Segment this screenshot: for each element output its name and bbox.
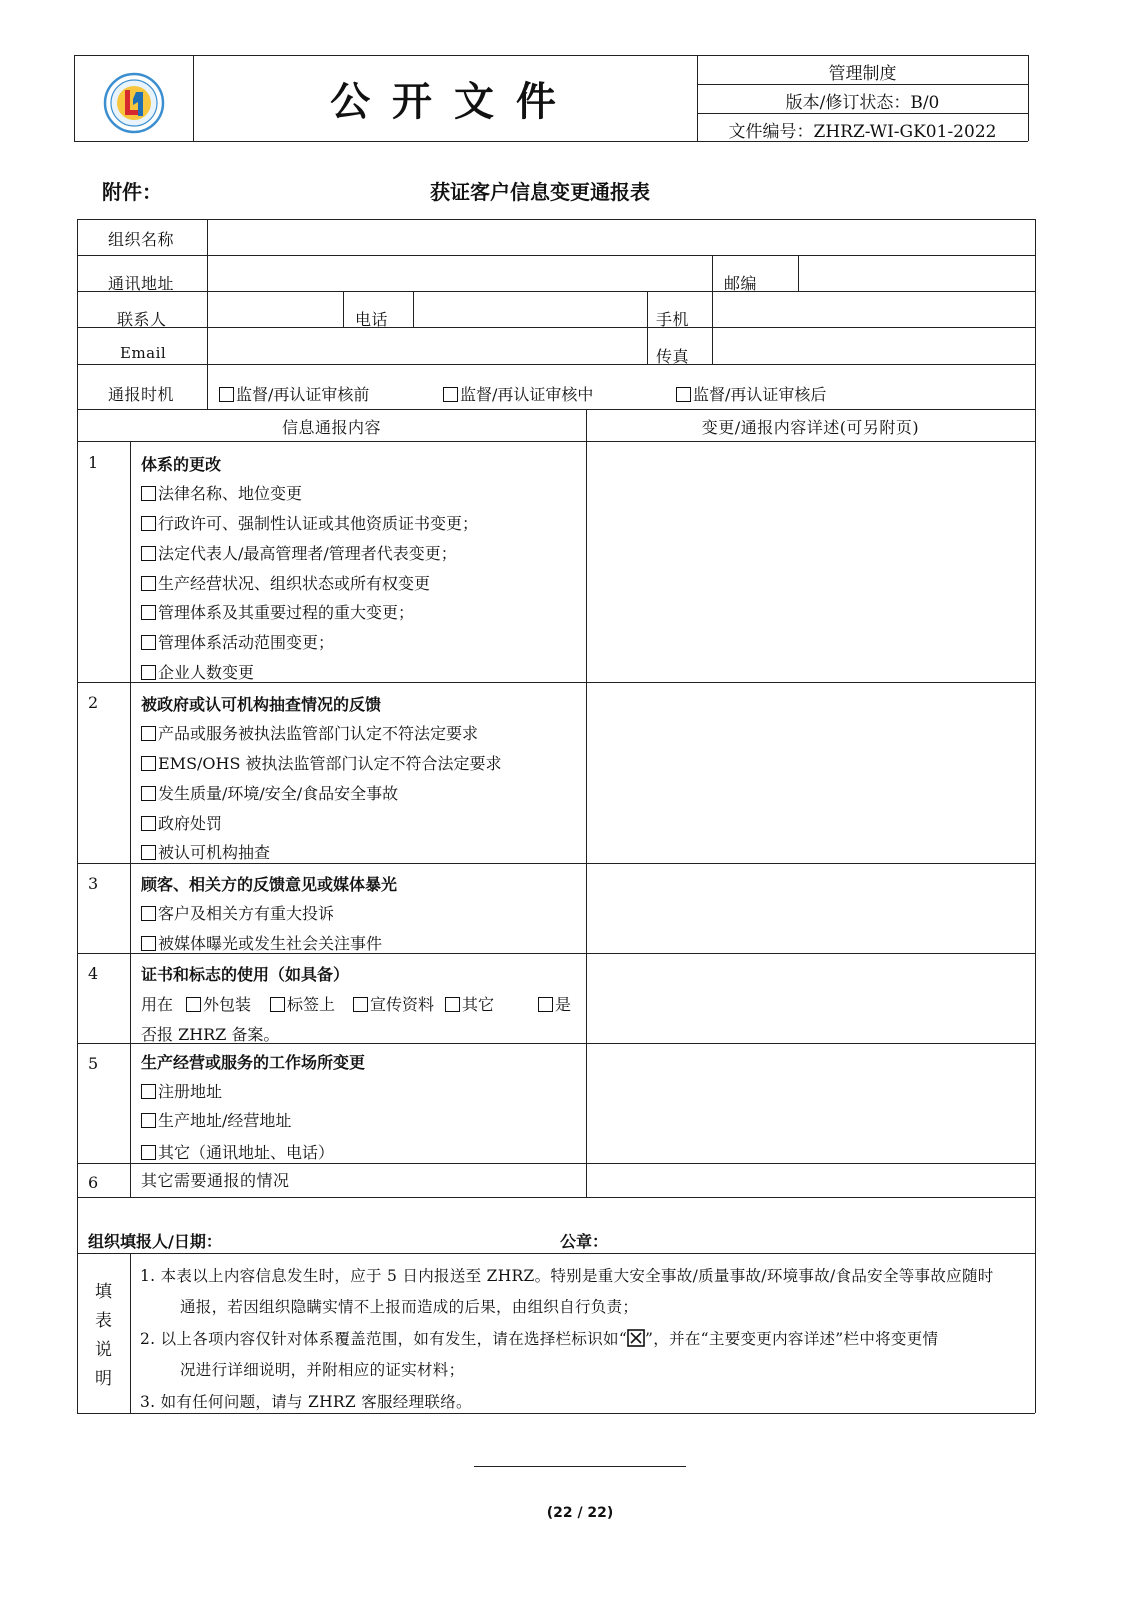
form-title: 获证客户信息变更通报表	[430, 180, 650, 204]
fax-label: 传真	[656, 347, 690, 366]
checkbox-icon[interactable]	[270, 997, 285, 1012]
note-line: 况进行详细说明，并附相应的证实材料；	[180, 1361, 465, 1379]
mobile-label: 手机	[656, 310, 690, 329]
checkbox-icon[interactable]	[141, 786, 156, 801]
checkbox-icon[interactable]	[445, 997, 460, 1012]
section-title: 被政府或认可机构抽查情况的反馈	[141, 695, 382, 714]
timing-option-after[interactable]: 监督/再认证审核后	[676, 382, 826, 405]
company-logo	[103, 72, 165, 134]
checkbox-icon[interactable]	[186, 997, 201, 1012]
contact-label: 联系人	[117, 310, 167, 329]
section-title: 其它需要通报的情况	[141, 1171, 290, 1190]
attachment-label: 附件：	[102, 180, 162, 204]
mobile-field[interactable]	[714, 293, 1033, 325]
timing-option-during[interactable]: 监督/再认证审核中	[443, 382, 593, 405]
seal-label: 公章：	[560, 1232, 609, 1251]
checkbox-icon[interactable]	[141, 546, 156, 561]
checkbox-icon[interactable]	[141, 845, 156, 860]
header-version: 版本/修订状态：B/0	[785, 93, 940, 113]
checkbox-icon[interactable]	[141, 1084, 156, 1099]
section-detail-field[interactable]	[588, 443, 1033, 680]
notes-label: 填 表 说 明	[95, 1282, 112, 1389]
checked-box-icon	[627, 1329, 645, 1347]
header-doc-number: 文件编号：ZHRZ-WI-GK01-2022	[728, 122, 997, 142]
checkbox-icon[interactable]	[141, 516, 156, 531]
section-number: 4	[88, 964, 99, 983]
change-option[interactable]: 管理体系及其重要过程的重大变更；	[141, 600, 414, 623]
use-option-label[interactable]: 标签上	[270, 992, 335, 1015]
section-detail-field[interactable]	[588, 865, 1033, 951]
change-option[interactable]: 客户及相关方有重大投诉	[141, 901, 334, 924]
org-name-field[interactable]	[209, 221, 1033, 253]
use-option-other[interactable]: 其它	[445, 992, 494, 1015]
section-detail-field[interactable]	[588, 1045, 1033, 1161]
change-option[interactable]: 被认可机构抽查	[141, 840, 270, 863]
timing-option-before[interactable]: 监督/再认证审核前	[219, 382, 369, 405]
checkbox-icon[interactable]	[538, 997, 553, 1012]
note-line: 3. 如有任何问题，请与 ZHRZ 客服经理联络。	[140, 1393, 472, 1411]
change-option[interactable]: 法律名称、地位变更	[141, 481, 302, 504]
section-detail-field[interactable]	[588, 1165, 1033, 1195]
checkbox-icon[interactable]	[141, 576, 156, 591]
section-detail-field[interactable]	[588, 684, 1033, 861]
header-category: 管理制度	[828, 64, 897, 84]
checkbox-icon[interactable]	[141, 726, 156, 741]
doc-type-title: 公 开 文 件	[330, 79, 560, 125]
content-column-header: 信息通报内容	[281, 418, 381, 437]
change-option[interactable]: 发生质量/环境/安全/食品安全事故	[141, 781, 398, 804]
checkbox-icon[interactable]	[141, 756, 156, 771]
checkbox-icon[interactable]	[141, 665, 156, 680]
change-option[interactable]: 行政许可、强制性认证或其他资质证书变更；	[141, 511, 478, 534]
checkbox-icon[interactable]	[219, 387, 234, 402]
change-option[interactable]: 其它（通讯地址、电话）	[141, 1140, 334, 1163]
change-option[interactable]: 注册地址	[141, 1079, 222, 1102]
use-prefix: 用在	[141, 995, 174, 1014]
change-option[interactable]: 管理体系活动范围变更；	[141, 630, 334, 653]
section-number: 5	[88, 1054, 99, 1073]
org-name-label: 组织名称	[108, 230, 175, 249]
checkbox-icon[interactable]	[443, 387, 458, 402]
section-number: 1	[88, 453, 99, 472]
section-number: 2	[88, 693, 99, 712]
postcode-label: 邮编	[724, 274, 758, 293]
checkbox-icon[interactable]	[141, 635, 156, 650]
page-number: (22 / 22)	[546, 1505, 614, 1521]
section-title: 证书和标志的使用（如具备）	[141, 965, 350, 984]
checkbox-icon[interactable]	[141, 936, 156, 951]
section-detail-field[interactable]	[588, 955, 1033, 1041]
contact-field[interactable]	[209, 293, 341, 325]
phone-field[interactable]	[415, 293, 645, 325]
change-option[interactable]: 企业人数变更	[141, 660, 254, 683]
section-number: 3	[88, 874, 99, 893]
use-option-packaging[interactable]: 外包装	[186, 992, 251, 1015]
change-option[interactable]: 生产经营状况、组织状态或所有权变更	[141, 571, 430, 594]
change-option[interactable]: 被媒体曝光或发生社会关注事件	[141, 931, 382, 954]
fax-field[interactable]	[714, 329, 1033, 362]
email-label: Email	[120, 344, 167, 362]
footer-rule	[474, 1466, 686, 1467]
section-title: 生产经营或服务的工作场所变更	[141, 1053, 366, 1072]
change-option[interactable]: EMS/OHS 被执法监管部门认定不符合法定要求	[141, 751, 502, 774]
note-line: 2. 以上各项内容仅针对体系覆盖范围，如有发生，请在选择栏标识如“ ”，并在“主要变更内容详述”栏中将变更情	[140, 1330, 939, 1348]
address-field[interactable]	[209, 257, 710, 289]
filing-confirm-option[interactable]: 是	[538, 992, 571, 1015]
checkbox-icon[interactable]	[141, 816, 156, 831]
change-option[interactable]: 政府处罚	[141, 811, 222, 834]
reporter-date-label: 组织填报人/日期：	[88, 1232, 222, 1251]
change-option[interactable]: 产品或服务被执法监管部门认定不符法定要求	[141, 721, 478, 744]
checkbox-icon[interactable]	[141, 1145, 156, 1160]
checkbox-icon[interactable]	[141, 1113, 156, 1128]
use-option-promo[interactable]: 宣传资料	[353, 992, 434, 1015]
detail-column-header: 变更/通报内容详述(可另附页)	[701, 418, 920, 437]
note-line: 通报，若因组织隐瞒实情不上报而造成的后果，由组织自行负责；	[180, 1298, 639, 1316]
timing-label: 通报时机	[108, 385, 175, 404]
note-line: 1. 本表以上内容信息发生时，应于 5 日内报送至 ZHRZ。特别是重大安全事故/质量事故/环境事故/食品安全等事故应随时	[140, 1267, 994, 1285]
section-title: 顾客、相关方的反馈意见或媒体暴光	[141, 875, 398, 894]
address-label: 通讯地址	[108, 274, 175, 293]
section-title: 体系的更改	[141, 455, 222, 474]
checkbox-icon[interactable]	[141, 486, 156, 501]
change-option[interactable]: 生产地址/经营地址	[141, 1108, 291, 1131]
checkbox-icon[interactable]	[676, 387, 691, 402]
phone-label: 电话	[355, 310, 389, 329]
postcode-field[interactable]	[800, 257, 1033, 289]
checkbox-icon[interactable]	[141, 605, 156, 620]
checkbox-icon[interactable]	[141, 906, 156, 921]
checkbox-icon[interactable]	[353, 997, 368, 1012]
email-field[interactable]	[209, 329, 645, 362]
change-option[interactable]: 法定代表人/最高管理者/管理者代表变更；	[141, 541, 457, 564]
filing-confirm-text: 否报 ZHRZ 备案。	[141, 1025, 280, 1044]
section-number: 6	[88, 1173, 99, 1192]
